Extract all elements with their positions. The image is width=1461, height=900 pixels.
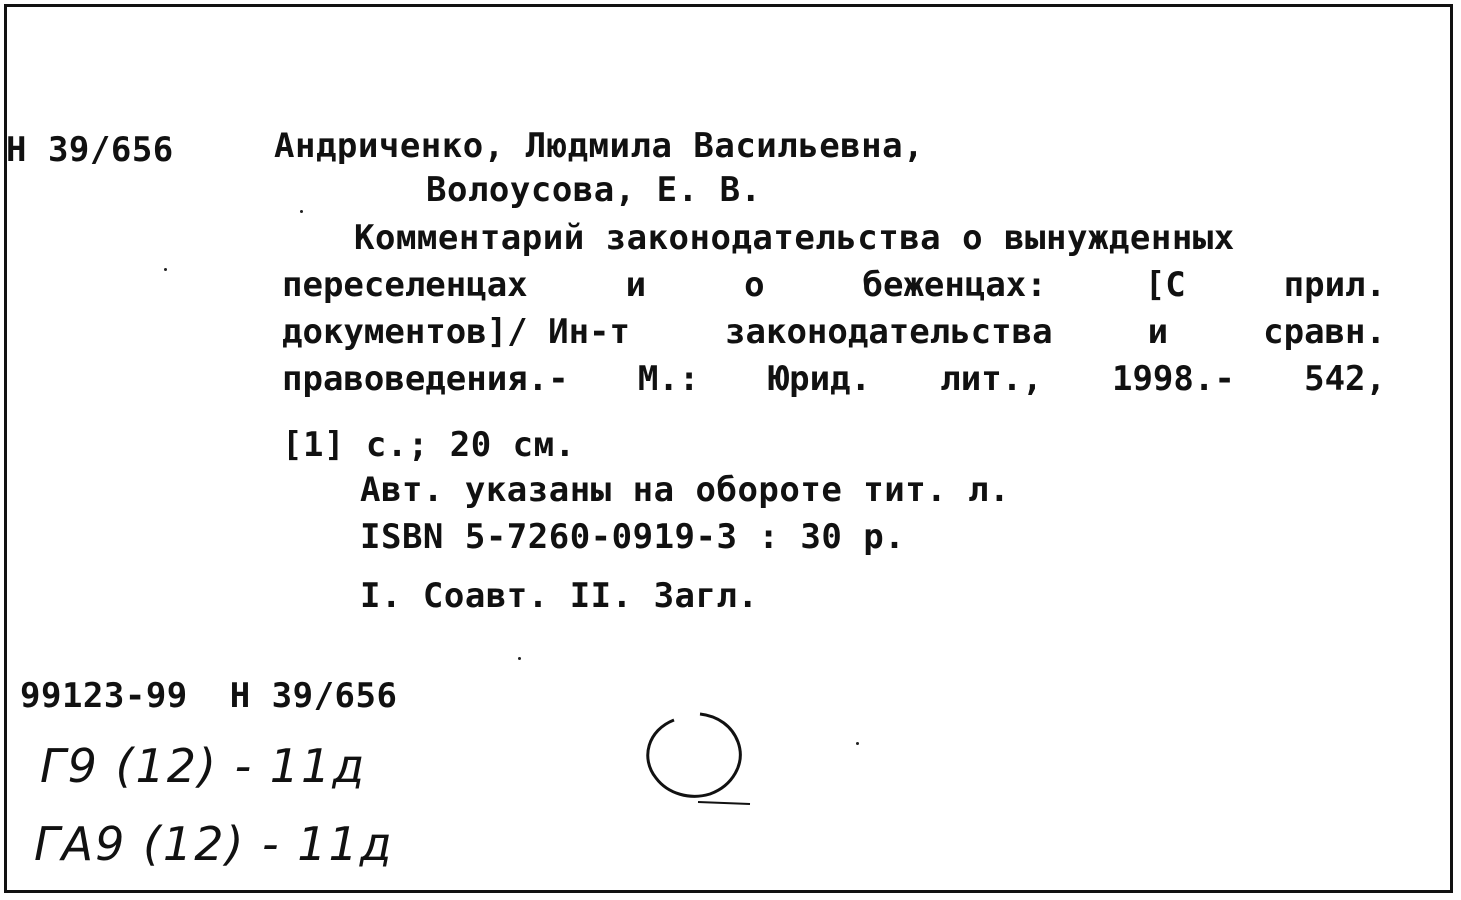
word: о xyxy=(744,265,765,305)
speck xyxy=(856,742,859,745)
word: и xyxy=(1147,312,1169,352)
call-number: Н 39/656 xyxy=(6,130,174,170)
word: переселенцах xyxy=(282,265,528,305)
speck xyxy=(300,210,303,213)
isbn-line: ISBN 5-7260-0919-3 : 30 р. xyxy=(360,517,906,557)
word: прил. xyxy=(1283,265,1386,305)
word: 1998.- xyxy=(1111,359,1235,399)
tracings-line: I. Соавт. II. Загл. xyxy=(360,576,759,616)
handwritten-shelfmark-1: Г9 (12) - 11д xyxy=(40,739,367,793)
word: правоведения.- xyxy=(282,359,569,399)
word: документов]/ Ин-т xyxy=(282,312,630,352)
word: лит., xyxy=(940,359,1043,399)
word: беженцах: xyxy=(862,265,1047,305)
ownership-stamp-circle xyxy=(638,708,756,808)
title-line-2 xyxy=(282,265,1386,305)
coauthor-line: Волоусова, Е. В. xyxy=(426,170,762,210)
title-line-1: Комментарий законодательства о вынужденных xyxy=(354,218,1235,258)
speck xyxy=(164,268,167,271)
word: сравн. xyxy=(1263,312,1386,352)
word: законодательства xyxy=(725,312,1053,352)
extent-line: [1] с.; 20 см. xyxy=(282,425,576,465)
word: [С xyxy=(1144,265,1186,305)
note-line: Авт. указаны на обороте тит. л. xyxy=(360,470,1011,510)
word: и xyxy=(625,265,647,305)
title-line-3 xyxy=(282,312,1386,352)
word: 542, xyxy=(1304,359,1386,399)
word: М.: xyxy=(637,359,700,399)
handwritten-shelfmark-2: ГА9 (12) - 11д xyxy=(34,817,394,871)
speck xyxy=(518,657,521,660)
title-line-4 xyxy=(282,359,1386,399)
accession-line: 99123-99 Н 39/656 xyxy=(20,676,398,716)
author-line: Андриченко, Людмила Васильевна, xyxy=(274,126,925,166)
word: Юрид. xyxy=(768,359,871,399)
